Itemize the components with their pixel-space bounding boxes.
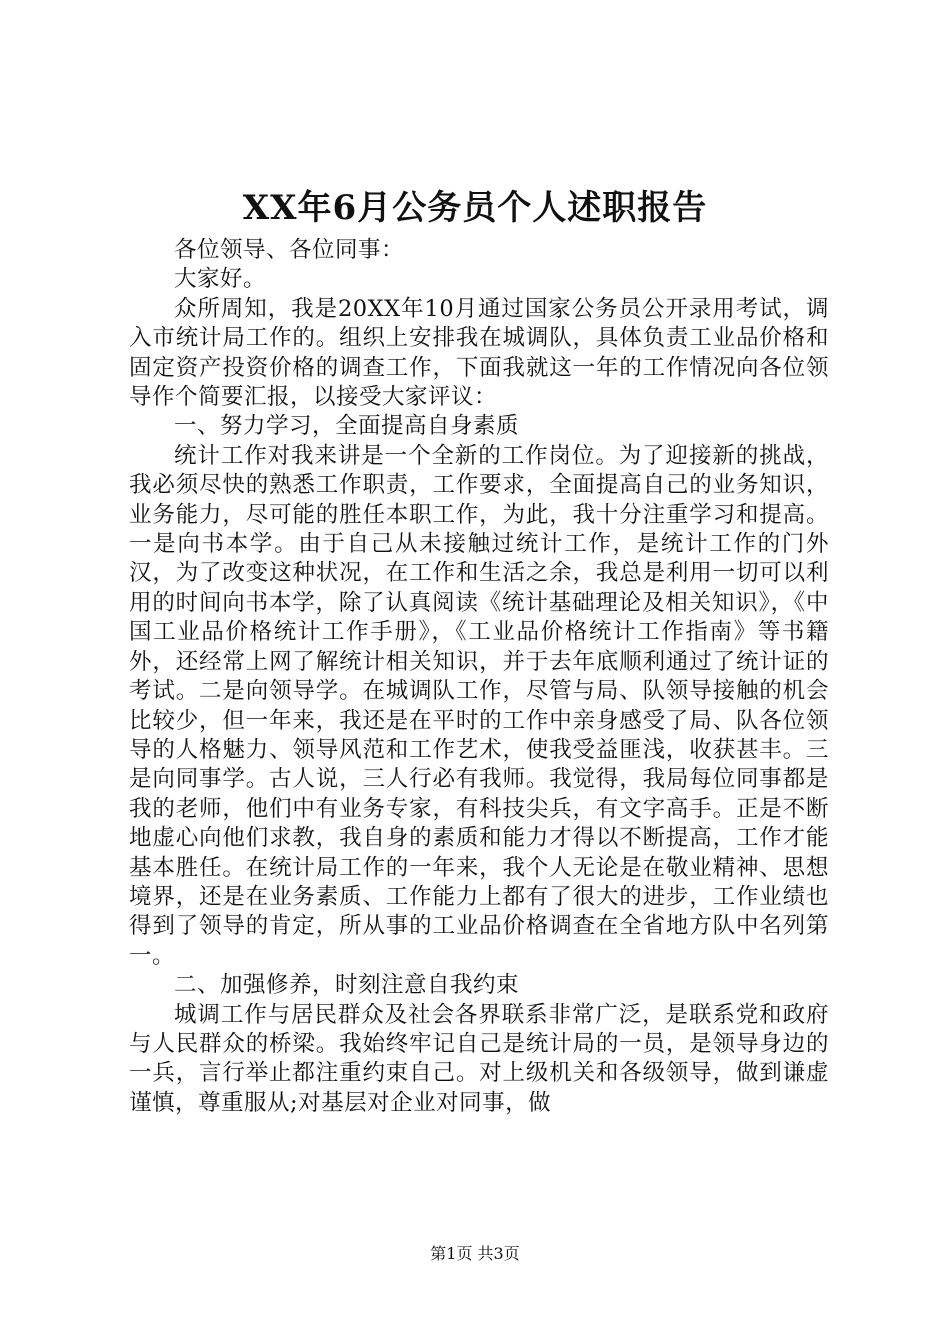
paragraph-introduction: 众所周知，我是20XX年10月通过国家公务员公开录用考试，调入市统计局工作的。组织上安排我在城调队，具体负责工业品价格和固定资产投资价格的调查工作，下面我就这一年的工作情况向各位领导作个简要汇报，以接受大家评议： bbox=[129, 295, 829, 411]
page-number-footer: 第1页 共3页 bbox=[430, 1244, 520, 1263]
paragraph-section-1: 统计工作对我来讲是一个全新的工作岗位。为了迎接新的挑战，我必须尽快的熟悉工作职责，工作要求，全面提高自己的业务知识，业务能力，尽可能的胜任本职工作，为此，我十分注重学习和提高。一是向书本学。由于自己从未接触过统计工作，是统计工作的门外汉，为了改变这种状况，在工作和生活之余，我总是利用一切可以利用的时间向书本学，除了认真阅读《统计基础理论及相关知识》，《中国工业品价格统计工作手册》，《工业品价格统计工作指南》等书籍外，还经常上网了解统计相关知识，并于去年底顺利通过了统计证的考试。二是向领导学。在城调队工作，尽管与局、队领导接触的机会比较少，但一年来，我还是在平时的工作中亲身感受了局、队各位领导的人格魅力、领导风范和工作艺术，使我受益匪浅，收获甚丰。三是向同事学。古人说，三人行必有我师。我觉得，我局每位同事都是我的老师，他们中有业务专家，有科技尖兵，有文字高手。正是不断地虚心向他们求教，我自身的素质和能力才得以不断提高，工作才能基本胜任。在统计局工作的一年来，我个人无论是在敬业精神、思想境界，还是在业务素质、工作能力上都有了很大的进步，工作业绩也得到了领导的肯定，所从事的工业品价格调查在全省地方队中名列第一。 bbox=[129, 442, 829, 969]
document-title: XX年6月公务员个人述职报告 bbox=[242, 188, 708, 228]
paragraph-section-2: 城调工作与居民群众及社会各界联系非常广泛，是联系党和政府与人民群众的桥梁。我始终牢记自己是统计局的一员，是领导身边的一兵，言行举止都注重约束自己。对上级机关和各级领导，做到谦虚谨慎，尊重服从;对基层对企业对同事，做 bbox=[129, 1001, 829, 1116]
paragraph-salutation: 各位领导、各位同事： bbox=[174, 237, 405, 263]
paragraph-greeting: 大家好。 bbox=[174, 266, 267, 293]
section-heading-2: 二、加强修养，时刻注意自我约束 bbox=[174, 972, 520, 999]
section-heading-1: 一、努力学习，全面提高自身素质 bbox=[174, 413, 520, 440]
document-body bbox=[129, 236, 829, 1118]
